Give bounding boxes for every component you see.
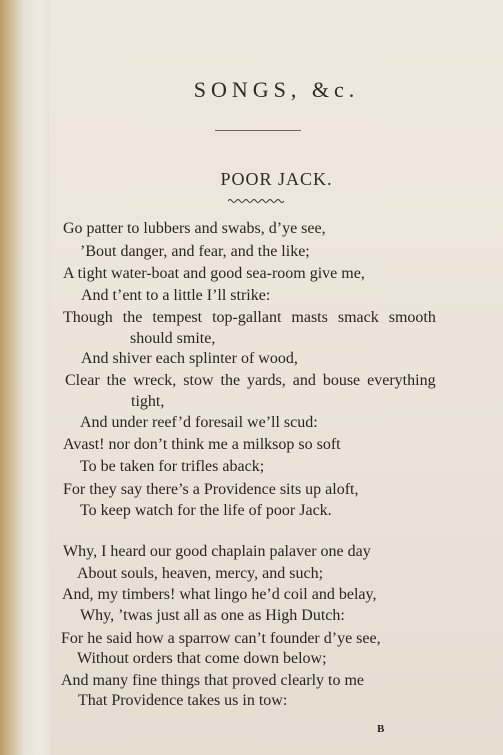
poem-line: And many fine things that proved clearly to me: [61, 672, 365, 689]
poem-line: Clear the wreck, stow the yards, and bouse everything: [65, 372, 436, 389]
poem-line: To be taken for trifles aback;: [80, 458, 265, 475]
poem-line: That Providence takes us in tow:: [78, 692, 288, 709]
poem-line: Without orders that come down below;: [77, 650, 327, 667]
poem-line: tight,: [131, 393, 165, 410]
poem-line: About souls, heaven, mercy, and such;: [77, 565, 324, 582]
section-heading: SONGS, &c.: [193, 77, 360, 102]
book-page: [50, 0, 503, 755]
poem-line: And, my timbers! what lingo he’d coil and belay,: [62, 586, 377, 603]
poem-line: ’Bout danger, and fear, and the like;: [80, 243, 310, 260]
book-gutter: [0, 0, 52, 755]
poem-line: Go patter to lubbers and swabs, d’ye see,: [63, 220, 326, 237]
poem-line: And t’ent to a little I’ll strike:: [81, 287, 271, 304]
poem-line: To keep watch for the life of poor Jack.: [80, 502, 332, 519]
poem-line: And under reef’d foresail we’ll scud:: [80, 414, 318, 431]
poem-line: should smite,: [130, 330, 216, 347]
poem-line: For they say there’s a Providence sits up aloft,: [63, 481, 359, 498]
poem-title: POOR JACK.: [220, 169, 333, 189]
poem-line: Why, I heard our good chaplain palaver one day: [63, 543, 371, 560]
poem-line: And shiver each splinter of wood,: [81, 350, 298, 367]
poem-line: For he said how a sparrow can’t founder d’ye see,: [61, 630, 381, 647]
poem-line: A tight water-boat and good sea-room give me,: [63, 265, 365, 282]
poem-line: Why, ’twas just all as one as High Dutch:: [80, 607, 345, 624]
poem-line: Avast! nor don’t think me a milksop so soft: [63, 436, 341, 453]
signature-mark: B: [377, 723, 385, 735]
poem-body: [50, 0, 503, 755]
poem-line: Though the tempest top-gallant masts smack smooth: [63, 309, 436, 326]
